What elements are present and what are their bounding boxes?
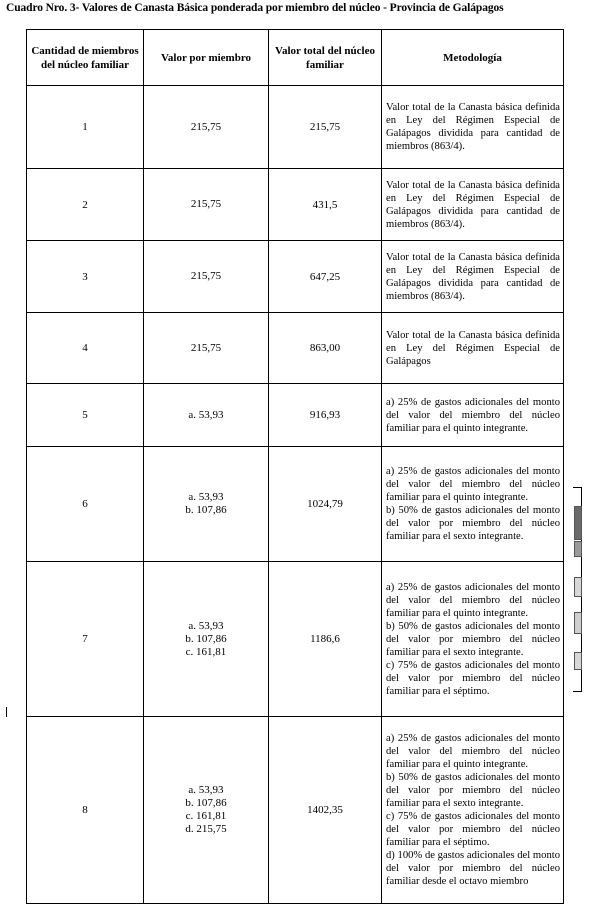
header-total-value: Valor total del núcleo familiar	[269, 30, 382, 86]
cell-members: 3	[27, 241, 144, 313]
table-row	[27, 169, 564, 241]
basket-table	[26, 29, 564, 904]
cell-value-per-member	[144, 241, 269, 313]
cell-value-per-member	[144, 86, 269, 169]
value-line: 215,75	[190, 198, 222, 210]
table-body	[27, 86, 564, 904]
cell-members: 6	[27, 447, 144, 562]
table-row	[27, 384, 564, 447]
value-line: a. 53,93	[188, 408, 224, 421]
cell-value-per-member	[144, 717, 269, 904]
cell-members: 4	[27, 313, 144, 384]
table-row	[27, 241, 564, 313]
cell-methodology	[382, 562, 564, 717]
cell-methodology	[382, 86, 564, 169]
methodology-line: b) 50% de gastos adicionales del monto del valor por miembro del núcleo familiar para el sexto integrante.	[386, 505, 560, 542]
cell-methodology	[382, 169, 564, 241]
side-marker	[574, 577, 582, 597]
cell-methodology	[382, 313, 564, 384]
cell-members: 5	[27, 384, 144, 447]
cell-total: 1186,6	[269, 562, 382, 717]
cell-total: 863,00	[269, 313, 382, 384]
cell-total: 1024,79	[269, 447, 382, 562]
methodology-line: Valor total de la Canasta básica definida en Ley del Régimen Especial de Galápagos dividida para cantidad de miembros (863/4).	[386, 251, 560, 302]
value-line: 215,75	[190, 270, 222, 282]
value-line: a. 53,93	[188, 491, 224, 503]
cell-value-per-member	[144, 562, 269, 717]
methodology-line: Valor total de la Canasta básica definida en Ley del Régimen Especial de Galápagos	[386, 329, 560, 367]
header-methodology: Metodología	[382, 30, 564, 86]
cell-methodology	[382, 384, 564, 447]
cell-value-per-member	[144, 169, 269, 241]
value-line: b. 107,86	[185, 504, 227, 516]
cell-total: 431,5	[269, 169, 382, 241]
cell-members: 1	[27, 86, 144, 169]
methodology-line: c) 75% de gastos adicionales del monto del valor por miembro del núcleo familiar para el séptimo.	[386, 659, 560, 697]
cell-value-per-member	[144, 447, 269, 562]
methodology-line: c) 75% de gastos adicionales del monto del valor por miembro del núcleo familiar para el séptimo.	[386, 811, 560, 848]
methodology-line: Valor total de la Canasta básica definida en Ley del Régimen Especial de Galápagos dividida para cantidad de miembros (863/4).	[386, 179, 560, 230]
methodology-line: a) 25% de gastos adicionales del monto del valor del miembro del núcleo familiar para el quinto integrante.	[386, 733, 560, 770]
methodology-line: a) 25% de gastos adicionales del monto del valor del miembro del núcleo familiar para el quinto integrante.	[386, 396, 560, 434]
header-value-per-member: Valor por miembro	[144, 30, 269, 86]
side-marker-dark	[574, 506, 582, 540]
cell-total: 647,25	[269, 241, 382, 313]
edge-mark	[6, 707, 7, 717]
value-line: 215,75	[190, 341, 222, 354]
side-marker	[574, 541, 582, 557]
cell-total: 215,75	[269, 86, 382, 169]
header-members: Cantidad de miembros del núcleo familiar	[27, 30, 144, 86]
value-line: 215,75	[190, 120, 222, 133]
table-row	[27, 86, 564, 169]
methodology-line: a) 25% de gastos adicionales del monto del valor del miembro del núcleo familiar para el quinto integrante.	[386, 466, 560, 503]
value-line: c. 161,81	[185, 810, 227, 822]
methodology-line: a) 25% de gastos adicionales del monto del valor del miembro del núcleo familiar para el quinto integrante.	[386, 581, 560, 619]
value-line: b. 107,86	[185, 797, 227, 809]
side-marker	[574, 612, 582, 634]
cell-members: 2	[27, 169, 144, 241]
cell-total: 916,93	[269, 384, 382, 447]
cell-value-per-member	[144, 313, 269, 384]
methodology-line: d) 100% de gastos adicionales del monto del valor por miembro del núcleo familiar desde el octavo miembro	[386, 850, 560, 887]
page-title: Cuadro Nro. 3- Valores de Canasta Básica ponderada por miembro del núcleo - Provincia de Galápagos	[6, 2, 504, 14]
table-row	[27, 717, 564, 904]
cell-methodology	[382, 447, 564, 562]
side-marker	[574, 652, 582, 670]
table-row	[27, 562, 564, 717]
cell-methodology	[382, 717, 564, 904]
table-row	[27, 447, 564, 562]
methodology-line: b) 50% de gastos adicionales del monto del valor por miembro del núcleo familiar para el sexto integrante.	[386, 772, 560, 809]
methodology-line: Valor total de la Canasta básica definida en Ley del Régimen Especial de Galápagos dividida para cantidad de miembros (863/4).	[386, 102, 560, 152]
cell-members: 7	[27, 562, 144, 717]
table-row	[27, 313, 564, 384]
cell-members: 8	[27, 717, 144, 904]
methodology-line: b) 50% de gastos adicionales del monto del valor por miembro del núcleo familiar para el sexto integrante.	[386, 620, 560, 658]
value-line: c. 161,81	[185, 645, 227, 658]
value-line: b. 107,86	[185, 632, 227, 645]
cell-value-per-member	[144, 384, 269, 447]
value-line: a. 53,93	[188, 784, 224, 796]
cell-methodology	[382, 241, 564, 313]
table-header-row	[27, 30, 564, 86]
cell-total: 1402,35	[269, 717, 382, 904]
value-line: a. 53,93	[188, 619, 224, 632]
value-line: d. 215,75	[185, 823, 227, 835]
